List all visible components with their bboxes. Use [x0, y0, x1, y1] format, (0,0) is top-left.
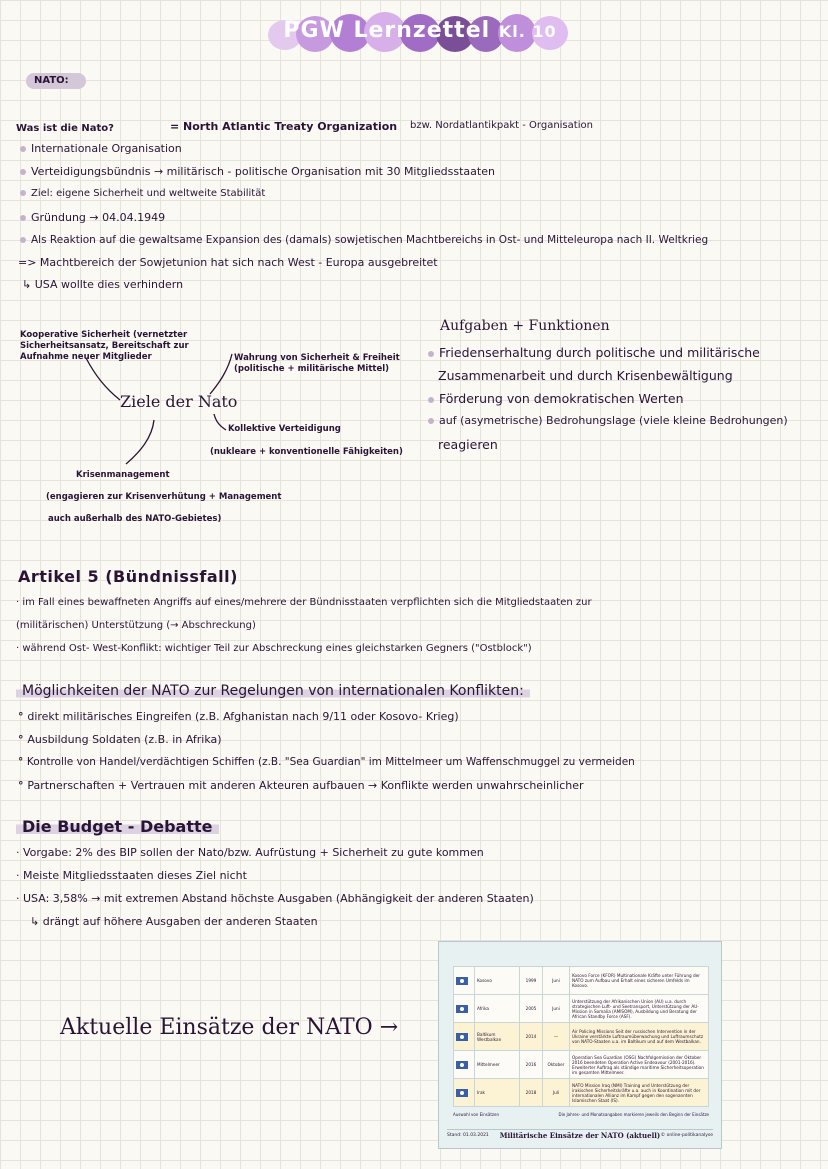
intro-question-row — [16, 121, 114, 134]
desc-cell: Unterstützung der Afrikanischen Union (AU) u.a. durch strategischen Luft- und Seetransport, Unterstützung der AU-Mission in Somalia (AMISOM), Ausbildung und Beratung der African Standby Force (ASF). — [570, 995, 709, 1023]
month-cell: Oktober — [543, 1051, 570, 1079]
mindmap-center: Ziele der Nato — [120, 392, 238, 411]
flag-cell — [454, 1079, 475, 1107]
nato-flag-icon — [456, 1061, 468, 1069]
month-cell: Juli — [543, 1079, 570, 1107]
card-footer-right: © online-politikanalyse — [660, 1133, 713, 1138]
intro-bullet — [20, 234, 708, 246]
article5-line: · während Ost- West-Konflikt: wichtiger Teil zur Abschreckung eines gleichstarken Gegners ("Ostblock") — [16, 643, 532, 654]
tasks-item-text: auf (asymetrische) Bedrohungslage (viele kleine Bedrohungen) — [439, 414, 788, 427]
mindmap-branch-security: Wahrung von Sicherheit & Freiheit (politische + militärische Mittel) — [234, 353, 400, 374]
table-row — [454, 1051, 709, 1079]
desc-cell: Operation Sea Guardian (OSG) Nachfolgemission der Oktober 2016 beendeten Operation Active Endeavour (2001-2016). Erweiterter Auftrag als ständige maritime Sicherheitsoperation im gesamten Mittelmeer. — [570, 1051, 709, 1079]
flag-cell — [454, 967, 475, 995]
year-cell: 1999 — [520, 967, 543, 995]
connector-line — [126, 420, 154, 464]
intro-conclusion: => Machtbereich der Sowjetunion hat sich nach West - Europa ausgebreitet — [18, 256, 438, 269]
table-row — [454, 1079, 709, 1107]
page-header — [260, 12, 580, 52]
intro-bullet-text: Ziel: eigene Sicherheit und weltweite Stabilität — [31, 188, 266, 199]
card-title: Militärische Einsätze der NATO (aktuell) — [499, 1131, 661, 1140]
desc-cell: Kosovo Force (KFOR) Multinationale Kräfte unter Führung der NATO zum Aufbau und Erhalt eines sicheren Umfelds im Kosovo. — [570, 967, 709, 995]
ring-bullet-icon: ° — [18, 733, 28, 746]
page-title — [260, 18, 580, 43]
budget-line: · USA: 3,58% → mit extremen Abstand höchste Ausgaben (Abhängigkeit der anderen Staaten) — [16, 892, 534, 905]
region-cell: Irak — [475, 1079, 520, 1107]
bullet-icon — [428, 351, 434, 357]
intro-bullet — [20, 211, 165, 224]
table-notes — [453, 1112, 709, 1117]
mindmap-branch-cooperative: Kooperative Sicherheit (vernetzter Sicherheitsansatz, Bereitschaft zur Aufnahme neuer Mitglieder — [20, 330, 189, 362]
options-heading — [16, 683, 530, 699]
intro-bullet-text: Verteidigungsbündnis → militärisch - politische Organisation mit 30 Mitgliedsstaaten — [31, 165, 495, 178]
budget-line: · Meiste Mitgliedsstaaten dieses Ziel nicht — [16, 869, 247, 882]
region-cell: Baltikum Westbalkan — [475, 1023, 520, 1051]
section-tag: NATO: — [26, 73, 86, 89]
ring-bullet-icon: ° — [18, 756, 27, 768]
intro-sub-conclusion: ↳ USA wollte dies verhindern — [22, 278, 184, 291]
nato-flag-icon — [456, 977, 468, 985]
mindmap-branch-crisis-detail: (engagieren zur Krisenverhütung + Management — [46, 492, 282, 502]
month-cell: Juni — [543, 967, 570, 995]
intro-bullet — [20, 142, 182, 155]
table-row — [454, 1023, 709, 1051]
bullet-icon — [20, 215, 26, 221]
bullet-icon — [20, 146, 26, 152]
bullet-icon — [20, 237, 26, 243]
tasks-item: Zusammenarbeit und durch Krisenbewältigung — [438, 368, 733, 383]
intro-alt-name: bzw. Nordatlantikpakt - Organisation — [410, 120, 593, 131]
nato-flag-icon — [456, 1005, 468, 1013]
budget-heading-text: Die Budget - Debatte — [16, 817, 219, 836]
options-heading-text: Möglichkeiten der NATO zur Regelungen von internationalen Konflikten: — [16, 683, 530, 699]
options-item — [18, 733, 222, 746]
mindmap-branch-defense-detail: (nukleare + konventionelle Fähigkeiten) — [210, 447, 403, 457]
card-footer-left: Stand: 01.03.2021 — [447, 1133, 489, 1138]
flag-cell — [454, 995, 475, 1023]
desc-cell: Air Policing Missions Seit der russischen Intervention in der Ukraine verstärkte Luftraumüberwachung und Luftraumschutz von NATO-Staaten u.a. im Baltikum und auf dem Westbalkan. — [570, 1023, 709, 1051]
month-cell: — — [543, 1023, 570, 1051]
mindmap-branch-crisis: Krisenmanagement — [76, 470, 170, 480]
options-item-text: direkt militärisches Eingreifen (z.B. Afghanistan nach 9/11 oder Kosovo- Krieg) — [27, 710, 459, 723]
bullet-icon — [20, 169, 26, 175]
tasks-item-text: Friedenserhaltung durch politische und militärische — [439, 345, 760, 360]
options-item — [18, 710, 459, 723]
class-label: Kl. 10 — [498, 22, 557, 41]
region-cell: Afrika — [475, 995, 520, 1023]
card-footer — [447, 1129, 713, 1142]
region-cell: Mittelmeer — [475, 1051, 520, 1079]
table-note-left: Auswahl von Einsätzen — [453, 1112, 499, 1117]
bullet-icon — [428, 418, 434, 424]
budget-line: ↳ drängt auf höhere Ausgaben der anderen Staaten — [30, 915, 318, 928]
intro-definition: = North Atlantic Treaty Organization — [170, 120, 398, 133]
options-item-text: Partnerschaften + Vertrauen mit anderen Akteuren aufbauen → Konflikte werden unwahrscheinlicher — [27, 779, 584, 792]
options-item-text: Kontrolle von Handel/verdächtigen Schiffen (z.B. "Sea Guardian" im Mittelmeer um Waffenschmuggel zu vermeiden — [26, 756, 635, 768]
table-row — [454, 995, 709, 1023]
tasks-item-text: Förderung von demokratischen Werten — [439, 391, 684, 406]
connector-line — [86, 358, 120, 400]
desc-cell: NATO Mission Iraq (NMI) Training und Unterstützung der irakischen Sicherheitskräfte u.a. auch in Koordination mit der internationalen Allianz im Kampf gegen den sogenannten Islamischen Staat (IS). — [570, 1079, 709, 1107]
title-text: PGW Lernzettel — [283, 18, 491, 43]
year-cell: 2018 — [520, 1079, 543, 1107]
mindmap-branch-crisis-area: auch außerhalb des NATO-Gebietes) — [48, 514, 222, 524]
connector-line — [214, 414, 226, 430]
flag-cell — [454, 1023, 475, 1051]
table-note-right: Die Jahres- und Monatsangaben markieren jeweils den Beginn der Einsätze — [558, 1112, 709, 1117]
table-row — [454, 967, 709, 995]
article5-line: (militärischen) Unterstützung (→ Abschreckung) — [16, 620, 256, 631]
article5-line: · im Fall eines bewaffneten Angriffs auf eines/mehrere der Bündnisstaaten verpflichten sich die Mitgliedstaaten zur — [16, 597, 592, 608]
year-cell: 2005 — [520, 995, 543, 1023]
options-item — [18, 756, 635, 768]
tasks-item: reagieren — [438, 437, 498, 452]
bullet-icon — [428, 397, 434, 403]
intro-bullet — [20, 188, 265, 199]
article5-heading: Artikel 5 (Bündnissfall) — [18, 567, 238, 586]
tasks-item — [428, 345, 760, 360]
ring-bullet-icon: ° — [18, 710, 28, 723]
missions-table — [453, 966, 709, 1107]
options-item-text: Ausbildung Soldaten (z.B. in Afrika) — [27, 733, 222, 746]
budget-line: · Vorgabe: 2% des BIP sollen der Nato/bzw. Aufrüstung + Sicherheit zu gute kommen — [16, 846, 484, 859]
year-cell: 2016 — [520, 1051, 543, 1079]
month-cell: Juni — [543, 995, 570, 1023]
missions-heading: Aktuelle Einsätze der NATO → — [60, 1015, 399, 1040]
intro-bullet-text: Internationale Organisation — [31, 142, 182, 155]
region-cell: Kosovo — [475, 967, 520, 995]
intro-bullet-text: Als Reaktion auf die gewaltsame Expansion des (damals) sowjetischen Machtbereichs in Ost- und Mitteleuropa nach II. Weltkrieg — [31, 234, 709, 246]
flag-cell — [454, 1051, 475, 1079]
nato-flag-icon — [456, 1033, 468, 1041]
year-cell: 2014 — [520, 1023, 543, 1051]
ring-bullet-icon: ° — [18, 779, 28, 792]
nato-flag-icon — [456, 1089, 468, 1097]
missions-card — [438, 941, 722, 1149]
intro-question: Was ist die Nato? — [16, 123, 114, 134]
bullet-icon — [20, 190, 26, 196]
options-item — [18, 779, 584, 792]
tasks-heading: Aufgaben + Funktionen — [440, 318, 610, 334]
tasks-item — [428, 414, 788, 427]
intro-bullet-text: Gründung → 04.04.1949 — [31, 211, 166, 224]
tasks-item — [428, 391, 684, 406]
intro-bullet — [20, 165, 495, 178]
mindmap-branch-defense: Kollektive Verteidigung — [228, 424, 341, 434]
budget-heading — [16, 817, 219, 836]
